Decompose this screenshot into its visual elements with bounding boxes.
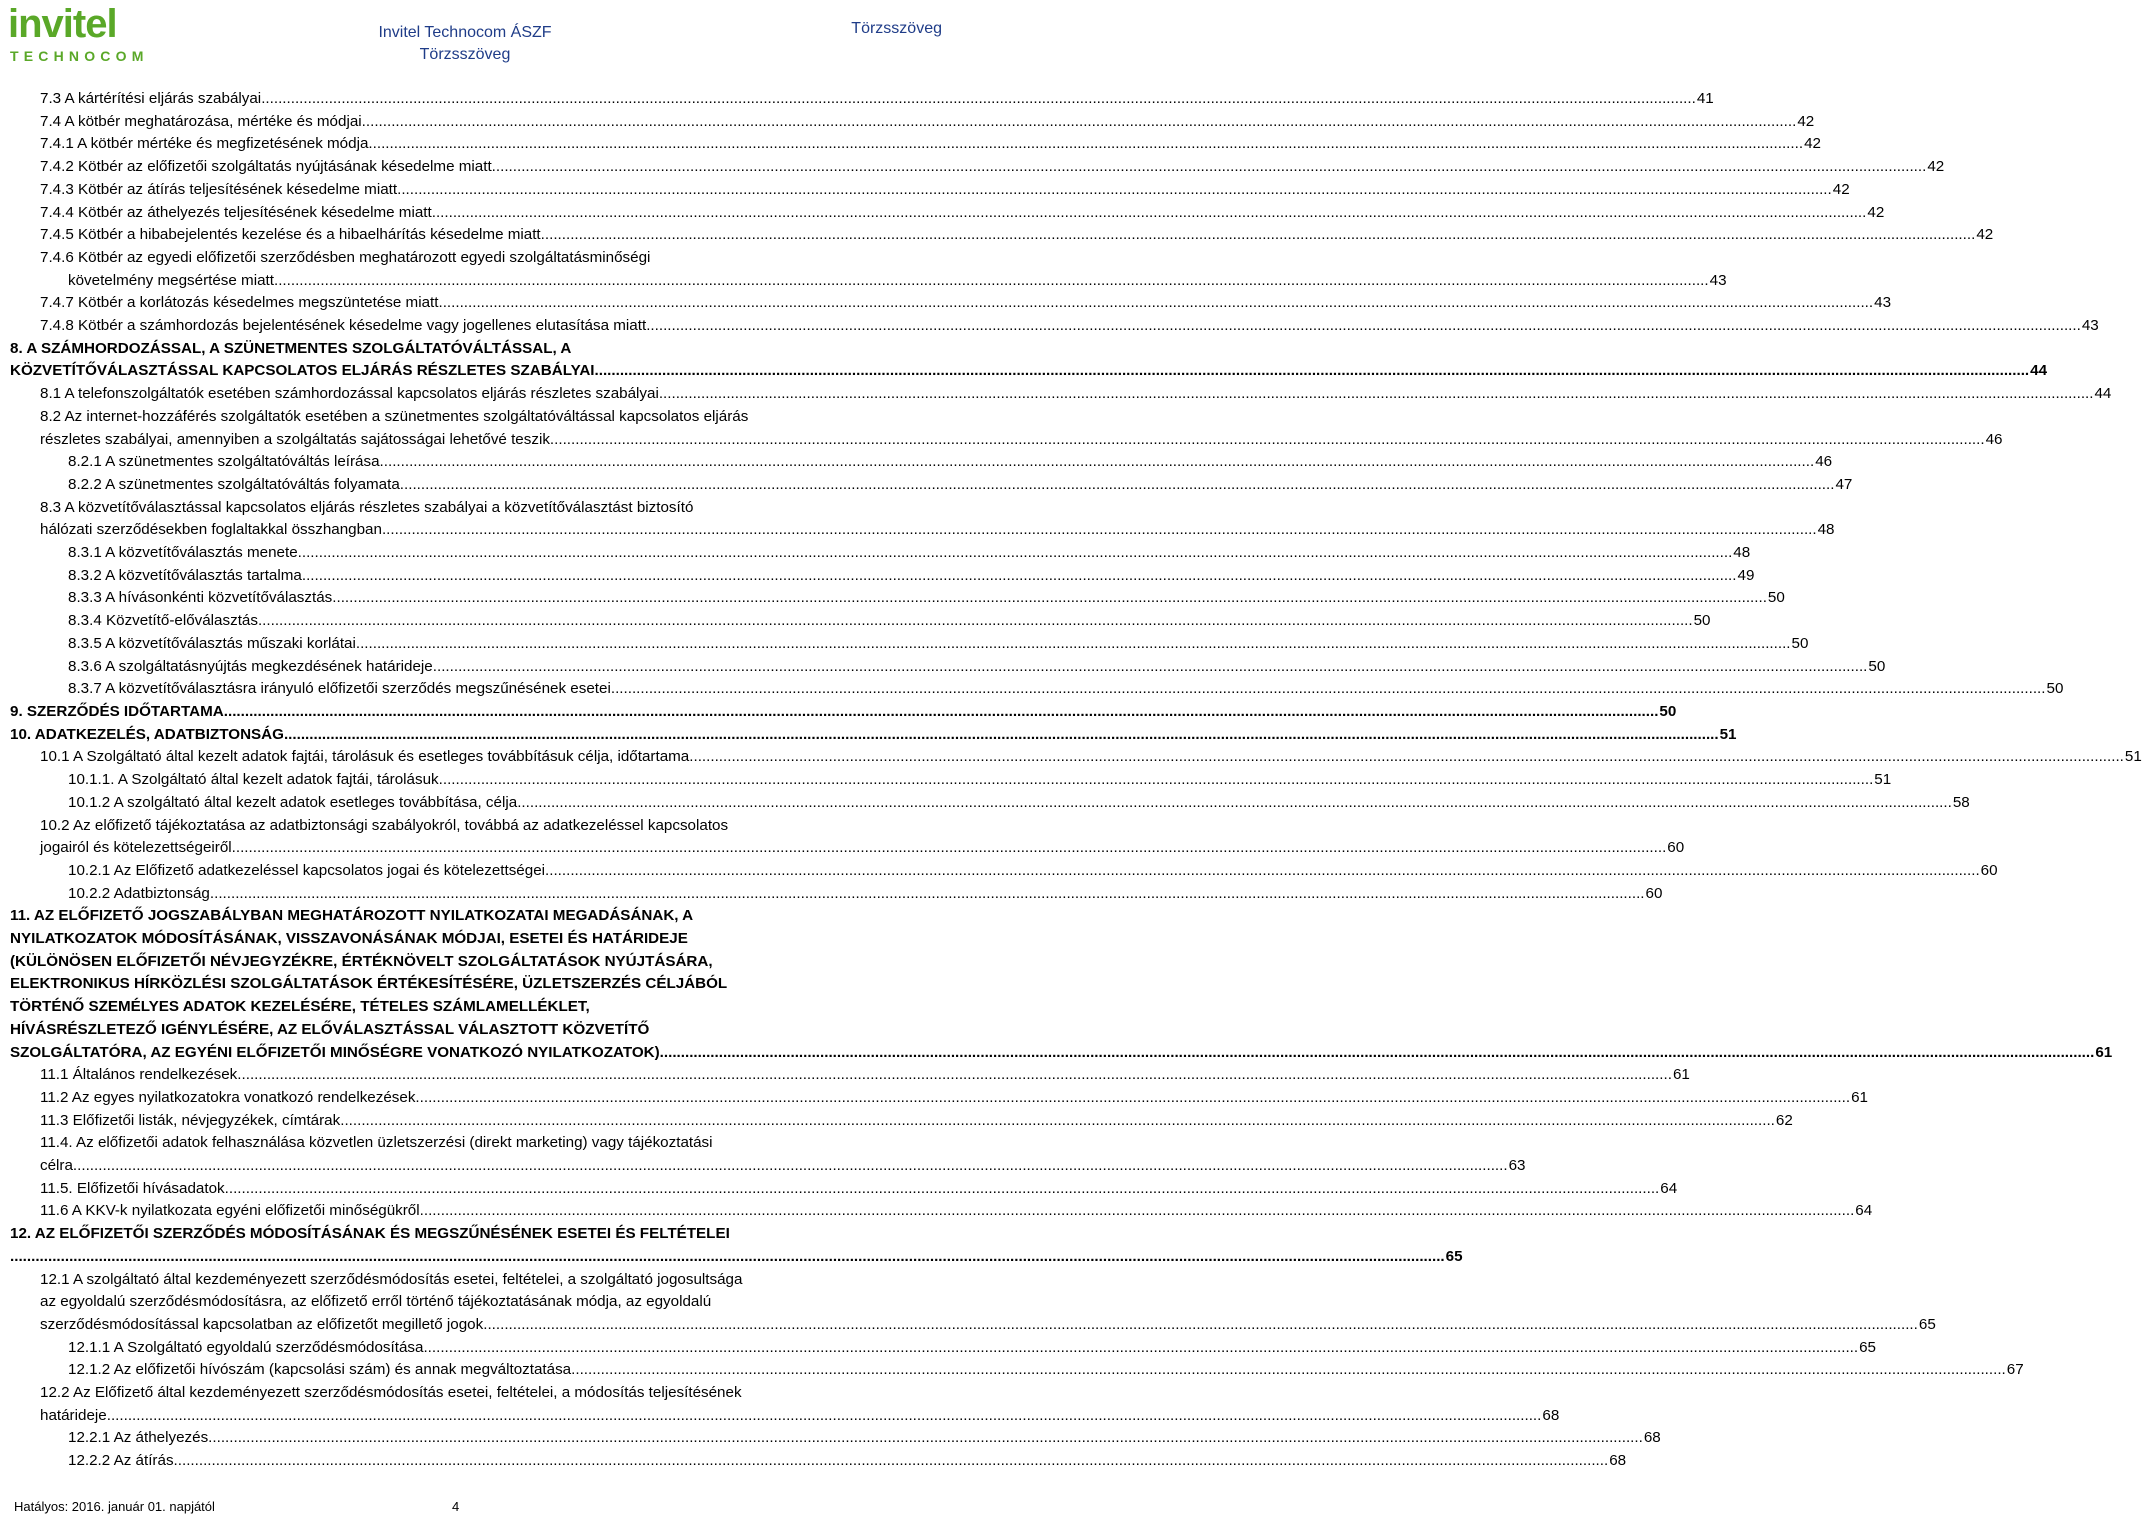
toc-page-number: 42	[1867, 203, 1885, 221]
toc-entry[interactable]	[40, 179, 1850, 202]
toc-entry-text: 7.4 A kötbér meghatározása, mértéke és módjai	[40, 112, 362, 130]
toc-entry[interactable]	[68, 769, 1892, 792]
toc-entry-text: (KÜLÖNÖSEN ELŐFIZETŐI NÉVJEGYZÉKRE, ÉRTÉKNÖVELT SZOLGÁLTATÁSOK NYÚJTÁSÁRA,	[10, 952, 713, 970]
toc-entry-text: határideje	[40, 1406, 107, 1424]
toc-entry[interactable]	[40, 406, 2003, 451]
toc-entry-text: 11.2 Az egyes nyilatkozatokra vonatkozó rendelkezések	[40, 1088, 416, 1106]
toc-page-number: 50	[1868, 657, 1886, 675]
toc-leader-dots	[646, 315, 2081, 338]
toc-entry-text: az egyoldalú szerződésmódosításra, az előfizető erről történő tájékoztatásának módja, az egyoldalú	[40, 1293, 712, 1311]
toc-entry-text: 8.2.2 A szünetmentes szolgáltatóváltás folyamata	[68, 475, 400, 493]
toc-entry-text: 7.4.3 Kötbér az átírás teljesítésének késedelme miatt	[40, 180, 398, 198]
toc-leader-dots	[224, 701, 1659, 724]
toc-entry[interactable]	[10, 1223, 1463, 1268]
toc-entry[interactable]	[68, 1427, 1661, 1450]
toc-entry[interactable]	[40, 315, 2099, 338]
toc-leader-dots	[380, 451, 1815, 474]
toc-leader-dots	[73, 1155, 1508, 1178]
toc-entry-text: 9. SZERZŐDÉS IDŐTARTAMA	[10, 702, 224, 720]
toc-page-number: 50	[1693, 612, 1711, 630]
toc-entry-text: 12. AZ ELŐFIZETŐI SZERZŐDÉS MÓDOSÍTÁSÁNAK ÉS MEGSZŰNÉSÉNEK ESETEI ÉS FELTÉTELEI	[10, 1225, 730, 1243]
toc-entry[interactable]	[40, 111, 1815, 134]
toc-page-number: 42	[1797, 112, 1815, 130]
toc-leader-dots	[397, 179, 1832, 202]
toc-leader-dots	[362, 111, 1797, 134]
toc-entry[interactable]	[68, 883, 1663, 906]
toc-leader-dots	[332, 587, 1767, 610]
toc-page-number: 50	[1791, 634, 1809, 652]
toc-leader-dots	[659, 383, 2094, 406]
toc-leader-dots	[550, 429, 1985, 452]
toc-page-number: 65	[1859, 1338, 1877, 1356]
toc-leader-dots	[660, 1042, 2095, 1065]
toc-entry-text: 10.2.2 Adatbiztonság	[68, 884, 210, 902]
toc-entry-text: TÖRTÉNŐ SZEMÉLYES ADATOK KEZELÉSÉRE, TÉTELES SZÁMLAMELLÉKLET,	[10, 998, 590, 1016]
toc-entry[interactable]	[40, 746, 2142, 769]
header-title	[345, 22, 585, 66]
toc-entry-text: 11. AZ ELŐFIZETŐ JOGSZABÁLYBAN MEGHATÁROZOTT NYILATKOZATAI MEGADÁSÁNAK, A	[10, 907, 694, 925]
table-of-contents	[0, 88, 2142, 1473]
toc-page-number: 48	[1733, 544, 1751, 562]
toc-entry[interactable]	[40, 1064, 1690, 1087]
toc-entry-text: 7.4.7 Kötbér a korlátozás késedelmes megszüntetése miatt	[40, 294, 439, 312]
toc-entry[interactable]	[10, 338, 2048, 383]
toc-leader-dots	[483, 1314, 1918, 1337]
toc-entry[interactable]	[40, 292, 1892, 315]
toc-entry-text: jogairól és kötelezettségeiről	[40, 839, 232, 857]
toc-leader-dots	[517, 792, 1952, 815]
toc-entry[interactable]	[68, 587, 1785, 610]
toc-page-number: 42	[1804, 135, 1821, 153]
footer-page-number: 4	[452, 1499, 460, 1514]
toc-entry[interactable]	[40, 1132, 1526, 1177]
header-right-label: Törzsszöveg	[851, 20, 942, 37]
toc-leader-dots	[258, 610, 1693, 633]
toc-entry-text: HÍVÁSRÉSZLETEZŐ IGÉNYLÉSÉRE, AZ ELŐVÁLASZTÁSSAL VÁLASZTOTT KÖZVETÍTŐ	[10, 1020, 650, 1038]
toc-entry[interactable]	[10, 905, 2113, 1064]
toc-entry[interactable]	[68, 678, 2064, 701]
toc-page-number: 43	[1709, 271, 1727, 289]
toc-entry[interactable]	[40, 1110, 1793, 1133]
toc-leader-dots	[340, 1110, 1775, 1133]
toc-leader-dots	[415, 1087, 1850, 1110]
toc-entry-text: 8.3.5 A közvetítőválasztás műszaki korlátai	[68, 634, 356, 652]
toc-leader-dots	[298, 542, 1733, 565]
toc-entry-text: 11.5. Előfizetői hívásadatok	[40, 1179, 225, 1197]
toc-leader-dots	[689, 746, 2124, 769]
toc-entry[interactable]	[68, 633, 1809, 656]
toc-entry[interactable]	[40, 247, 1727, 292]
toc-entry[interactable]	[40, 224, 1994, 247]
toc-leader-dots	[208, 1427, 1643, 1450]
toc-entry[interactable]	[40, 1178, 1678, 1201]
toc-page-number: 41	[1696, 90, 1714, 107]
toc-leader-dots	[237, 1064, 1672, 1087]
toc-entry[interactable]	[40, 1200, 1873, 1223]
toc-entry-text: 10.1.2 A szolgáltató által kezelt adatok esetleges továbbítása, célja	[68, 793, 518, 811]
toc-page-number: 58	[1952, 793, 1970, 811]
toc-page-number: 62	[1775, 1111, 1793, 1129]
toc-page-number: 51	[1874, 771, 1892, 789]
toc-entry-text: 12.1.2 Az előfizetői hívószám (kapcsolási szám) és annak megváltoztatása	[68, 1361, 572, 1379]
toc-leader-dots	[423, 1337, 1858, 1360]
toc-leader-dots	[541, 224, 1976, 247]
toc-entry[interactable]	[40, 1269, 1936, 1337]
toc-entry-text: 11.1 Általános rendelkezések	[40, 1066, 238, 1084]
toc-entry[interactable]	[68, 474, 1853, 497]
toc-page-number: 61	[1672, 1066, 1690, 1084]
toc-entry-text: 10.2 Az előfizető tájékoztatása az adatbiztonsági szabályokról, továbbá az adatkezeléssel kapcsolatos	[40, 816, 729, 834]
toc-entry-text: 8.3.1 A közvetítőválasztás menete	[68, 544, 298, 562]
toc-entry-text: 8.3.6 A szolgáltatásnyújtás megkezdésének határideje	[68, 657, 433, 675]
toc-leader-dots	[368, 133, 1803, 156]
toc-leader-dots	[433, 656, 1868, 679]
toc-page-number: 68	[1609, 1452, 1627, 1470]
toc-leader-dots	[400, 474, 1835, 497]
toc-entry[interactable]	[40, 1087, 1868, 1110]
toc-entry[interactable]	[68, 565, 1755, 588]
header-title-line1: Invitel Technocom ÁSZF	[378, 24, 552, 41]
toc-entry[interactable]	[40, 156, 1945, 179]
toc-leader-dots	[438, 292, 1873, 315]
toc-leader-dots	[492, 156, 1927, 179]
toc-entry-text: célra	[40, 1157, 73, 1175]
toc-leader-dots	[595, 360, 2030, 383]
toc-page-number: 49	[1737, 566, 1755, 584]
logo-wordmark: invitel	[8, 2, 117, 46]
toc-page-number: 50	[1659, 702, 1677, 720]
toc-entry-text: részletes szabályai, amennyiben a szolgáltatás sajátosságai lehetővé teszik	[40, 430, 550, 448]
toc-entry-text: 7.4.4 Kötbér az áthelyezés teljesítésének késedelme miatt	[40, 203, 432, 221]
toc-page-number: 68	[1643, 1429, 1661, 1447]
toc-entry-text: 11.6 A KKV-k nyilatkozata egyéni előfizetői minőségükről	[40, 1202, 420, 1220]
toc-entry-text: 8.3.2 A közvetítőválasztás tartalma	[68, 566, 302, 584]
page-footer	[0, 1496, 960, 1522]
toc-entry-text: KÖZVETÍTŐVÁLASZTÁSSAL KAPCSOLATOS ELJÁRÁS RÉSZLETES SZABÁLYAI	[10, 362, 595, 380]
logo-subtitle: TECHNOCOM	[10, 48, 149, 64]
toc-leader-dots	[545, 860, 1980, 883]
toc-entry-text: 11.4. Az előfizetői adatok felhasználása közvetlen üzletszerzési (direkt marketing) vagy tájékoztatási	[40, 1134, 713, 1152]
toc-entry-text: 7.3 A kártérítési eljárás szabályai	[40, 90, 262, 107]
toc-page-number: 60	[1667, 839, 1685, 857]
toc-entry-text: 12.1 A szolgáltató által kezdeményezett szerződésmódosítás esetei, feltételei, a szolgáltató jogosultsága	[40, 1270, 743, 1288]
toc-page-number: 42	[1832, 180, 1850, 198]
header-title-line2: Törzsszöveg	[419, 46, 511, 63]
toc-page-number: 65	[1445, 1247, 1463, 1265]
toc-leader-dots	[432, 202, 1867, 225]
toc-leader-dots	[382, 519, 1817, 542]
toc-entry[interactable]	[68, 792, 1970, 815]
toc-entry-text: 12.2 Az Előfizető által kezdeményezett szerződésmódosítás esetei, feltételei, a módosítás teljesítésének	[40, 1384, 742, 1402]
toc-entry-text: NYILATKOZATOK MÓDOSÍTÁSÁNAK, VISSZAVONÁSÁNAK MÓDJAI, ESETEI ÉS HATÁRIDEJE	[10, 930, 688, 948]
toc-leader-dots	[225, 1178, 1660, 1201]
toc-leader-dots	[284, 724, 1719, 747]
toc-leader-dots	[611, 678, 2046, 701]
toc-entry[interactable]	[40, 815, 1685, 860]
toc-entry[interactable]	[68, 451, 1833, 474]
toc-entry[interactable]	[68, 1450, 1627, 1473]
toc-entry-text: 10.1.1. A Szolgáltató által kezelt adatok fajtái, tárolásuk	[68, 771, 439, 789]
toc-page-number: 67	[2006, 1361, 2024, 1379]
toc-leader-dots	[274, 270, 1709, 293]
toc-page-number: 60	[1980, 861, 1998, 879]
toc-leader-dots	[439, 769, 1874, 792]
toc-page-number: 48	[1817, 521, 1835, 539]
toc-entry[interactable]	[68, 860, 1998, 883]
toc-entry-text: 12.2.2 Az átírás	[68, 1452, 174, 1470]
toc-entry-text: 12.2.1 Az áthelyezés	[68, 1429, 209, 1447]
toc-leader-dots	[174, 1450, 1609, 1473]
toc-entry-text: 8.2.1 A szünetmentes szolgáltatóváltás leírása	[68, 453, 380, 471]
toc-entry-text: 7.4.1 A kötbér mértéke és megfizetésének módja	[40, 135, 369, 153]
toc-page-number: 43	[2081, 317, 2099, 335]
toc-page-number: 42	[1927, 158, 1945, 176]
toc-page-number: 51	[2124, 748, 2142, 766]
toc-entry[interactable]	[40, 1382, 1560, 1427]
toc-entry[interactable]	[68, 1337, 1877, 1360]
toc-entry[interactable]	[68, 610, 1711, 633]
toc-entry-text: 7.4.5 Kötbér a hibabejelentés kezelése és a hibaelhárítás késedelme miatt	[40, 226, 541, 244]
toc-entry-text: 10.2.1 Az Előfizető adatkezeléssel kapcsolatos jogai és kötelezettségei	[68, 861, 546, 879]
toc-leader-dots	[107, 1405, 1542, 1428]
toc-page-number: 46	[1985, 430, 2003, 448]
toc-entry-text: szerződésmódosítással kapcsolatban az előfizetőt megillető jogok	[40, 1315, 484, 1333]
toc-entry[interactable]	[40, 497, 1835, 542]
toc-entry[interactable]	[10, 724, 1737, 747]
toc-entry-text: 10. ADATKEZELÉS, ADATBIZTONSÁG	[10, 725, 284, 743]
toc-entry-text: ELEKTRONIKUS HÍRKÖZLÉSI SZOLGÁLTATÁSOK ÉRTÉKESÍTÉSÉRE, ÜZLETSZERZÉS CÉLJÁBÓL	[10, 975, 728, 993]
toc-page-number: 64	[1660, 1179, 1678, 1197]
toc-entry[interactable]	[40, 88, 1714, 111]
toc-page-number: 63	[1508, 1157, 1526, 1175]
toc-page-number: 47	[1835, 475, 1853, 493]
toc-entry[interactable]	[68, 1359, 2024, 1382]
toc-page-number: 64	[1855, 1202, 1873, 1220]
toc-page-number: 42	[1976, 226, 1994, 244]
toc-entry-text: 10.1 A Szolgáltató által kezelt adatok fajtái, tárolásuk és esetleges továbbításuk célja, időtartama	[40, 748, 690, 766]
toc-entry-text: 11.3 Előfizetői listák, névjegyzékek, címtárak	[40, 1111, 341, 1129]
toc-page-number: 65	[1918, 1315, 1936, 1333]
toc-leader-dots	[302, 565, 1737, 588]
toc-entry-text: 7.4.2 Kötbér az előfizetői szolgáltatás nyújtásának késedelme miatt	[40, 158, 492, 176]
toc-entry-text: 8.3 A közvetítőválasztással kapcsolatos eljárás részletes szabályai a közvetítőválasztást biztosító	[40, 498, 694, 516]
toc-entry-text: 7.4.8 Kötbér a számhordozás bejelentésének késedelme vagy jogellenes elutasítása miatt	[40, 317, 647, 335]
toc-page-number: 51	[1719, 725, 1737, 743]
toc-entry-text: 8.1 A telefonszolgáltatók esetében számhordozással kapcsolatos eljárás részletes szabályai	[40, 385, 659, 403]
toc-entry[interactable]	[40, 383, 2112, 406]
toc-entry-text: 8.3.3 A hívásonkénti közvetítőválasztás	[68, 589, 333, 607]
toc-page-number: 43	[1874, 294, 1892, 312]
toc-entry[interactable]	[10, 701, 1677, 724]
toc-page-number: 50	[1767, 589, 1785, 607]
toc-leader-dots	[10, 1246, 1445, 1269]
invitel-logo	[8, 2, 148, 68]
toc-leader-dots	[571, 1359, 2006, 1382]
toc-entry-text: követelmény megsértése miatt	[68, 271, 274, 289]
toc-entry-text: hálózati szerződésekben foglaltakkal összhangban	[40, 521, 382, 539]
toc-entry-text: 7.4.6 Kötbér az egyedi előfizetői szerződésben meghatározott egyedi szolgáltatásminőségi	[40, 248, 651, 266]
toc-entry[interactable]	[68, 542, 1751, 565]
page-header	[0, 0, 960, 80]
toc-entry-text: 12.1.1 A Szolgáltató egyoldalú szerződésmódosítása	[68, 1338, 424, 1356]
toc-page-number: 68	[1542, 1406, 1560, 1424]
toc-entry[interactable]	[68, 656, 1886, 679]
toc-entry-text: 8.3.7 A közvetítőválasztásra irányuló előfizetői szerződés megszűnésének esetei	[68, 680, 611, 698]
toc-page-number: 61	[2095, 1043, 2113, 1061]
toc-entry-text: 8. A SZÁMHORDOZÁSSAL, A SZÜNETMENTES SZOLGÁLTATÓVÁLTÁSSAL, A	[10, 339, 572, 357]
toc-entry[interactable]	[40, 202, 1885, 225]
toc-leader-dots	[232, 837, 1667, 860]
toc-entry[interactable]	[40, 133, 1821, 156]
toc-leader-dots	[210, 883, 1645, 906]
footer-effective-date: Hatályos: 2016. január 01. napjától	[14, 1499, 215, 1514]
toc-page-number: 61	[1851, 1088, 1868, 1106]
toc-leader-dots	[420, 1200, 1855, 1223]
toc-page-number: 44	[2030, 362, 2048, 380]
toc-page-number: 46	[1815, 453, 1833, 471]
toc-entry-text: 8.2 Az internet-hozzáférés szolgáltatók esetében a szünetmentes szolgáltatóváltással kapcsolatos eljárás	[40, 407, 749, 425]
toc-entry-text: SZOLGÁLTATÓRA, AZ EGYÉNI ELŐFIZETŐI MINŐSÉGRE VONATKOZÓ NYILATKOZATOK)	[10, 1043, 660, 1061]
toc-leader-dots	[356, 633, 1791, 656]
toc-page-number: 50	[2046, 680, 2064, 698]
toc-page-number: 44	[2094, 385, 2112, 403]
toc-page-number: 60	[1645, 884, 1663, 902]
toc-leader-dots	[261, 88, 1696, 111]
toc-entry-text: 8.3.4 Közvetítő-előválasztás	[68, 612, 258, 630]
